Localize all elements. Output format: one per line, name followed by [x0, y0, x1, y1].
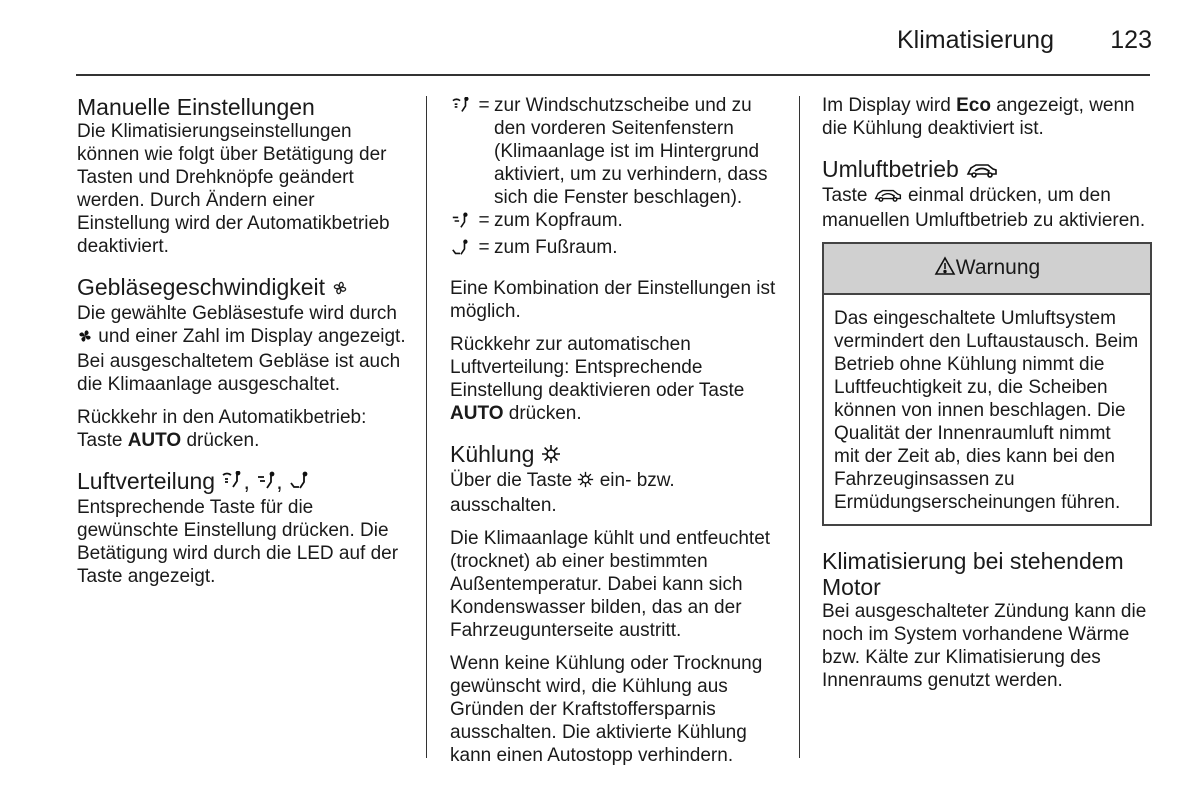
snowflake-icon [577, 471, 594, 494]
air-heading-text: Luftverteilung [77, 468, 216, 494]
paragraph-engine-off: Bei ausgeschalteter Zündung kann die noch im System vorhandene Wärme bzw. Kälte zur Klimatisierung des Innenraums genutzt werden. [822, 601, 1147, 691]
air-sep-2: , [276, 468, 283, 494]
fan-outline-icon [331, 276, 349, 302]
air-item-head [450, 209, 780, 236]
warning-box [822, 242, 1152, 526]
windshield-airflow-icon [450, 94, 474, 121]
paragraph-eco [822, 94, 1152, 140]
paragraph-combination: Eine Kombination der Einstellungen ist möglich. [450, 278, 776, 322]
column-divider-2 [799, 96, 800, 758]
paragraph-cooling-1 [450, 469, 780, 517]
air-item-text: zum Fußraum. [494, 237, 618, 258]
paragraph-return-auto [450, 333, 780, 425]
return-p-start: Rückkehr zur automatischen Luftverteilung: Entsprechende Einstellung deaktivieren oder Taste [450, 334, 745, 401]
paragraph-cooling-3: Wenn keine Kühlung oder Trocknung gewünscht wird, die Kühlung aus Gründen der Kraftstoffersparnis ausschalten. Die aktivierte Kühlung kann einen Autostopp verhindern. [450, 653, 763, 766]
recirc-p-end: einmal drücken, um den manuellen Umluftbetrieb zu aktivieren. [822, 185, 1146, 231]
cooling-heading-text: Kühlung [450, 441, 535, 467]
section-heading-engine-off: Klimatisierung bei stehendem Motor [822, 548, 1124, 600]
paragraph-fan-2 [77, 406, 407, 452]
fan-p1-start: Die gewählte Gebläsestufe wird durch [77, 303, 398, 324]
fan-p2-end: drücken. [186, 430, 260, 451]
equals-sign: = [478, 95, 490, 116]
eco-p-end: angezeigt, wenn die Kühlung deaktiviert ist. [822, 95, 1135, 139]
recirc-heading-text: Umluftbetrieb [822, 156, 959, 182]
cooling-p1-start: Über die Taste [450, 470, 573, 491]
fan-p1-end: und einer Zahl im Display angezeigt. Bei ausgeschaltetem Gebläse ist auch die Klimaanlage ausgeschaltet. [77, 326, 406, 395]
column-2 [450, 94, 780, 777]
windshield-airflow-icon [221, 470, 243, 496]
paragraph-manual: Die Klimatisierungseinstellungen können wie folgt über Betätigung der Tasten und Drehknöpfe geändert werden. Durch Ändern einer Einstellung wird der Automatikbetrieb deaktiviert. [77, 121, 390, 257]
recirculation-car-icon [873, 186, 903, 209]
snowflake-icon [541, 443, 561, 469]
column-1 [77, 94, 407, 598]
section-heading-recirculation [822, 156, 1152, 184]
column-3 [822, 94, 1152, 702]
fan-solid-icon [77, 327, 93, 350]
cooling-p1-end: ein- bzw. ausschalten. [450, 470, 675, 516]
header-divider [76, 74, 1150, 76]
chapter-title: Klimatisierung [896, 26, 1054, 54]
air-item-text: zur Windschutzscheibe und zu den vorderen Seitenfenstern (Klimaanlage ist im Hintergrund aktiviert, um zu verhindern, dass sich die Fenster beschlagen). [494, 95, 768, 208]
warning-header [824, 244, 1150, 295]
fan-p2-start: Rückkehr in den Automatikbetrieb: Taste [77, 407, 367, 451]
paragraph-recirculation [822, 184, 1152, 232]
warning-title: Warnung [955, 256, 1041, 279]
return-p-end: drücken. [508, 403, 582, 424]
page-number: 123 [1110, 26, 1152, 54]
foot-airflow-icon [450, 236, 474, 263]
column-divider-1 [426, 96, 427, 758]
paragraph-air: Entsprechende Taste für die gewünschte Einstellung drücken. Die Betätigung wird durch die LED auf der Taste angezeigt. [77, 497, 399, 587]
equals-sign: = [478, 237, 490, 258]
recirculation-car-icon [965, 158, 999, 184]
eco-label: Eco [956, 95, 991, 116]
warning-text: Das eingeschaltete Umluftsystem vermindert den Luftaustausch. Beim Betrieb ohne Kühlung nimmt die Luftfeuchtigkeit zu, die Scheiben können von innen beschlagen. Die Qualität der Innenraumluft nimmt mit der Zeit ab, dies kann bei den Fahrzeuginsassen zu Ermüdungserscheinungen führen. [834, 308, 1139, 513]
air-item-windshield [450, 94, 780, 209]
air-sep-1: , [243, 468, 250, 494]
recirc-p-start: Taste [822, 185, 868, 206]
foot-airflow-icon [289, 470, 309, 496]
warning-triangle-icon [934, 256, 956, 281]
equals-sign: = [478, 210, 490, 231]
air-item-foot [450, 236, 780, 263]
head-airflow-icon [450, 209, 474, 236]
section-heading-manual: Manuelle Einstellungen [77, 94, 315, 120]
paragraph-cooling-2: Die Klimaanlage kühlt und entfeuchtet (trocknet) ab einer bestimmten Außentemperatur. Dabei kann sich Kondenswasser bilden, das an der Fahrzeugunterseite austritt. [450, 528, 771, 641]
section-heading-air [77, 468, 407, 496]
air-item-text: zum Kopfraum. [494, 210, 623, 231]
section-heading-cooling [450, 441, 780, 469]
head-airflow-icon [256, 470, 276, 496]
auto-key-label: AUTO [450, 403, 504, 424]
section-heading-fan [77, 274, 407, 302]
eco-p-start: Im Display wird [822, 95, 951, 116]
paragraph-fan-1 [77, 302, 407, 396]
fan-heading-text: Gebläsegeschwindigkeit [77, 274, 326, 300]
auto-key-label: AUTO [127, 430, 182, 451]
